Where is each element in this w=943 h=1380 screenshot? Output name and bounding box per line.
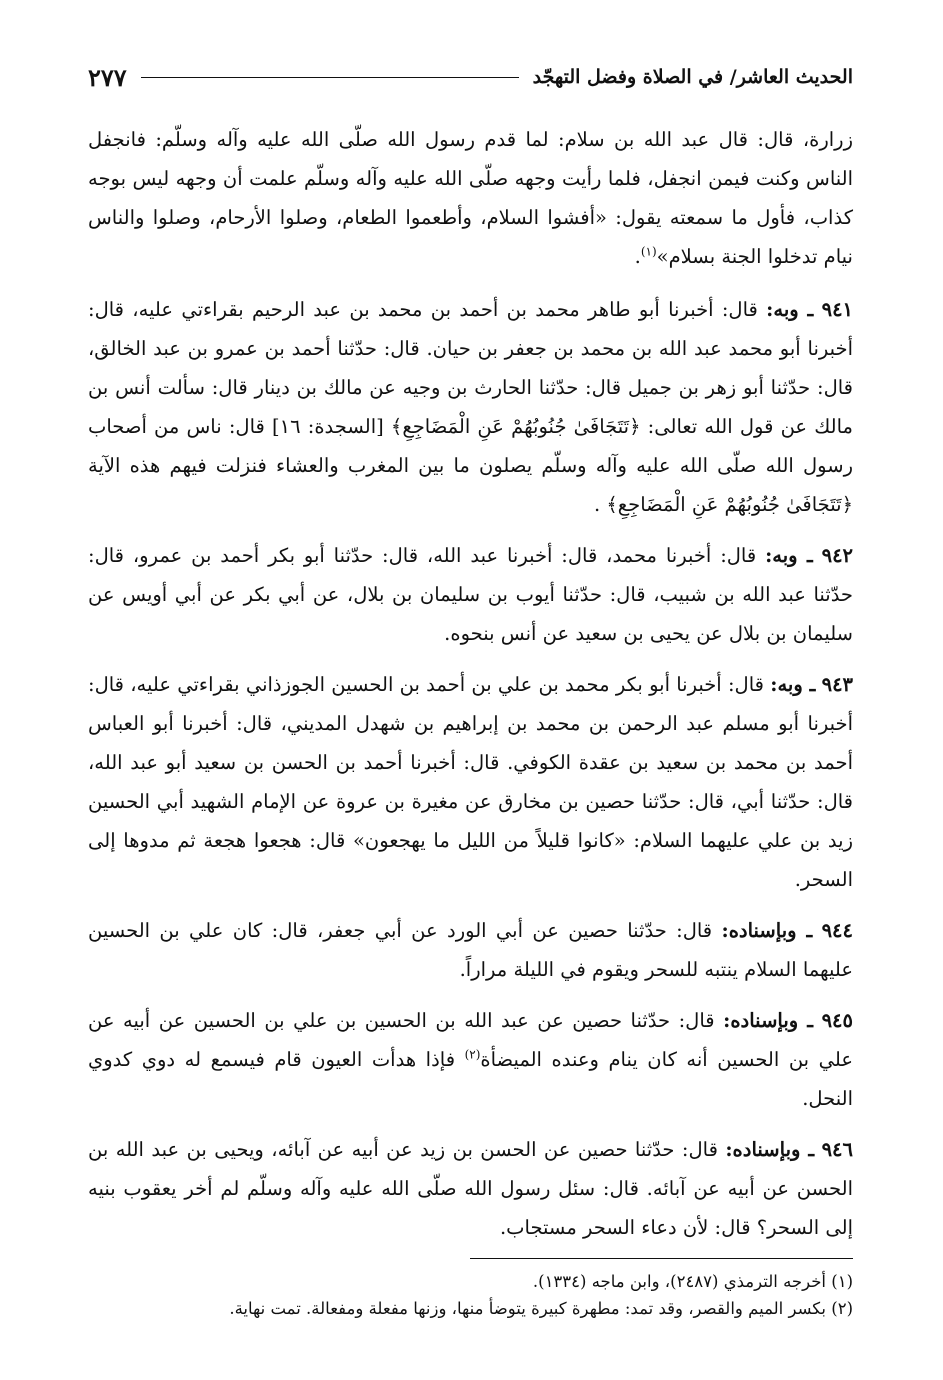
hadith-942 [88,536,853,653]
hadith-lead: ـ وبإسناده: [725,1138,815,1161]
paragraph-text: قال: حدّثنا حصين عن عبد الله بن الحسين بن علي بن الحسين عن أبيه عن علي بن الحسين أنه كان ينام وعنده الميضأة [88,1009,853,1071]
footnote-1: (١) أخرجه الترمذي (٢٤٨٧)، وابن ماجه (١٣٣٤). [532,1272,853,1291]
footnote-2: (٢) بكسر الميم والقصر، وقد تمد: مطهرة كبيرة يتوضأ منها، وزنها مفعلة ومفعالة. تمت نهاية. [229,1299,853,1318]
paragraph-text: قال: حدّثنا حصين عن أبي الورد عن أبي جعفر، قال: كان علي بن الحسين عليهما السلام ينتبه للسحر ويقوم في الليلة مراراً. [88,919,853,981]
hadith-941 [88,290,853,524]
hadith-number: ٩٤٥ [821,1009,853,1032]
hadith-946 [88,1130,853,1247]
hadith-lead: ـ وبإسناده: [721,919,813,942]
hadith-number: ٩٤٤ [821,919,853,942]
hadith-lead: ـ وبه: [765,544,813,567]
paragraph-continuation [88,120,853,276]
paragraph-text: قال: حدّثنا حصين عن الحسن بن زيد عن أبيه عن آبائه، ويحيى بن عبد الله بن الحسن عن أبيه عن آبائه. قال: سئل رسول الله صلّى الله عليه وآله وسلّم لم أخر يعقوب بنيه إلى السحر؟ قال: لأن دعاء السحر مستجاب. [88,1138,853,1239]
page-number: ٢٧٧ [88,62,127,92]
running-header [88,60,853,94]
hadith-945 [88,1001,853,1118]
paragraph-text: زرارة، قال: قال عبد الله بن سلام: لما قدم رسول الله صلّى الله عليه وآله وسلّم: فانجفل الناس وكنت فيمن انجفل، فلما رأيت وجهه صلّى الله عليه وآله وسلّم علمت أن وجهه ليس بوجه كذاب، فأول ما سمعته يقول: «أفشوا السلام، وأطعموا الطعام، وصلوا الأرحام، وصلوا والناس نيام تدخلوا الجنة بسلام» [88,128,853,268]
hadith-lead: ـ وبإسناده: [723,1009,814,1032]
hadith-number: ٩٤٦ [821,1138,853,1161]
chapter-title: الحديث العاشر/ في الصلاة وفضل التهجّد [532,66,853,88]
hadith-943 [88,665,853,899]
paragraph-tail: . [634,245,641,268]
paragraph-text: قال: أخبرنا أبو بكر محمد بن علي بن أحمد بن الحسين الجوزذاني بقراءتي عليه، قال: أخبرنا أبو مسلم عبد الرحمن بن محمد بن إبراهيم بن شهدل المديني، قال: أخبرنا أبو العباس أحمد بن محمد بن سعيد بن عقدة الكوفي. قال: أخبرنا أحمد بن الحسن بن سعيد أبو عبد الله، قال: حدّثنا أبي، قال: حدّثنا حصين بن مخارق عن مغيرة بن عروة عن الإمام الشهيد أبي الحسين زيد بن علي عليهما السلام: «كانوا قليلاً من الليل ما يهجعون» قال: هجعوا هجعة ثم مدوها إلى السحر. [88,673,853,891]
hadith-number: ٩٤٢ [821,544,854,567]
hadith-number: ٩٤١ [821,298,854,321]
footnote-ref: (١) [640,244,657,259]
hadith-number: ٩٤٣ [821,673,854,696]
paragraph-tail: فإذا هدأت العيون قام فيسمع له دوي كدوي النحل. [88,1048,853,1110]
hadith-lead: ـ وبه: [770,673,816,696]
paragraph-text: قال: أخبرنا أبو طاهر محمد بن أحمد بن محمد بن عبد الرحيم بقراءتي عليه، قال: أخبرنا أبو محمد عبد الله بن محمد بن جعفر بن حيان. قال: حدّثنا أحمد بن عمرو بن عبد الخالق، قال: حدّثنا أبو زهر بن جميل قال: حدّثنا الحارث بن وجيه عن مالك بن دينار قال: سألت أنس بن مالك عن قول الله تعالى: ﴿تَتَجَافَىٰ جُنُوبُهُمْ عَنِ الْمَضَاجِعِ﴾ [السجدة: ١٦] قال: ناس من أصحاب رسول الله صلّى الله عليه وآله وسلّم يصلون ما بين المغرب والعشاء فنزلت فيهم هذه الآية ﴿تَتَجَافَىٰ جُنُوبُهُمْ عَنِ الْمَضَاجِعِ﴾ . [88,298,853,516]
footnotes [88,1268,853,1322]
main-text [88,120,853,1259]
hadith-944 [88,911,853,989]
header-rule [141,77,519,78]
paragraph-text: قال: أخبرنا محمد، قال: أخبرنا عبد الله، قال: حدّثنا أبو بكر أحمد بن عمرو، قال: حدّثنا عبد الله بن شبيب، قال: حدّثنا أيوب بن سليمان بن بلال، عن أبي بكر عن أبي أويس عن سليمان بن بلال عن يحيى بن سعيد عن أنس بنحوه. [88,544,853,645]
footnote-ref: (٢) [464,1047,481,1062]
hadith-lead: ـ وبه: [766,298,814,321]
footnote-rule [470,1258,853,1259]
